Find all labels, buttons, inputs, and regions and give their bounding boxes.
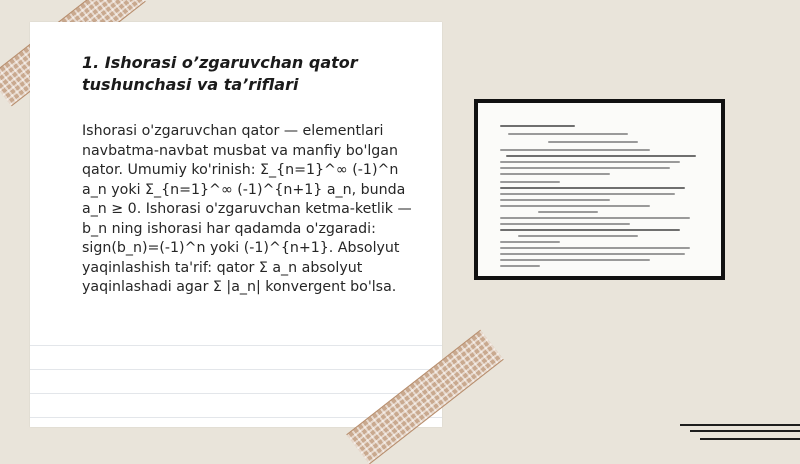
document-text-line [500, 149, 650, 151]
document-page [478, 103, 721, 276]
slide-title-line-2: tushunchasi va ta’riflari [82, 75, 299, 94]
document-text-line [500, 259, 650, 261]
slide-title-line-1: 1. Ishorasi o’zgaruvchan qator [82, 53, 358, 72]
document-text-line [548, 141, 638, 143]
document-text-line [500, 223, 630, 225]
document-text-line [500, 229, 680, 231]
document-text-line [500, 187, 685, 189]
document-text-line [500, 173, 610, 175]
document-text-line [508, 133, 628, 135]
document-text-line [500, 161, 680, 163]
document-text-line [500, 199, 610, 201]
document-text-line [538, 211, 598, 213]
document-text-line [500, 205, 650, 207]
document-text-line [500, 125, 575, 127]
document-thumbnail [474, 99, 725, 280]
document-text-line [500, 247, 690, 249]
document-text-line [500, 241, 560, 243]
document-text-line [518, 235, 638, 237]
decorative-line-2 [690, 430, 800, 432]
decorative-line-1 [680, 424, 800, 426]
slide-title [82, 52, 402, 96]
document-text-line [500, 253, 685, 255]
document-text-line [500, 193, 675, 195]
slide-body-text: Ishorasi o'zgaruvchan qator — elementlari navbatma-navbat musbat va manfiy bo'lgan qator. Umumiy ko'rinish: Σ_{n=1}^∞ (-1)^n a_n yoki Σ_{n=1}^∞ (-1)^{n+1} a_n, bunda a_n ≥ 0. Ishorasi o'zgaruvchan ketma-ketlik — b_n ning ishorasi har qadamda o'zgaradi: sign(b_n)=(-1)^n yoki (-1)^{n+1}. Absolyut yaqinlashish ta'rif: qator Σ a_n absolyut yaqinlashadi agar Σ |a_n| konvergent bo'lsa. [82, 123, 412, 295]
document-text-line [500, 265, 540, 267]
decorative-line-3 [700, 438, 800, 440]
document-text-line [506, 155, 696, 157]
document-text-line [500, 217, 690, 219]
note-paper [30, 22, 442, 427]
document-text-line [500, 181, 560, 183]
document-text-line [500, 167, 670, 169]
